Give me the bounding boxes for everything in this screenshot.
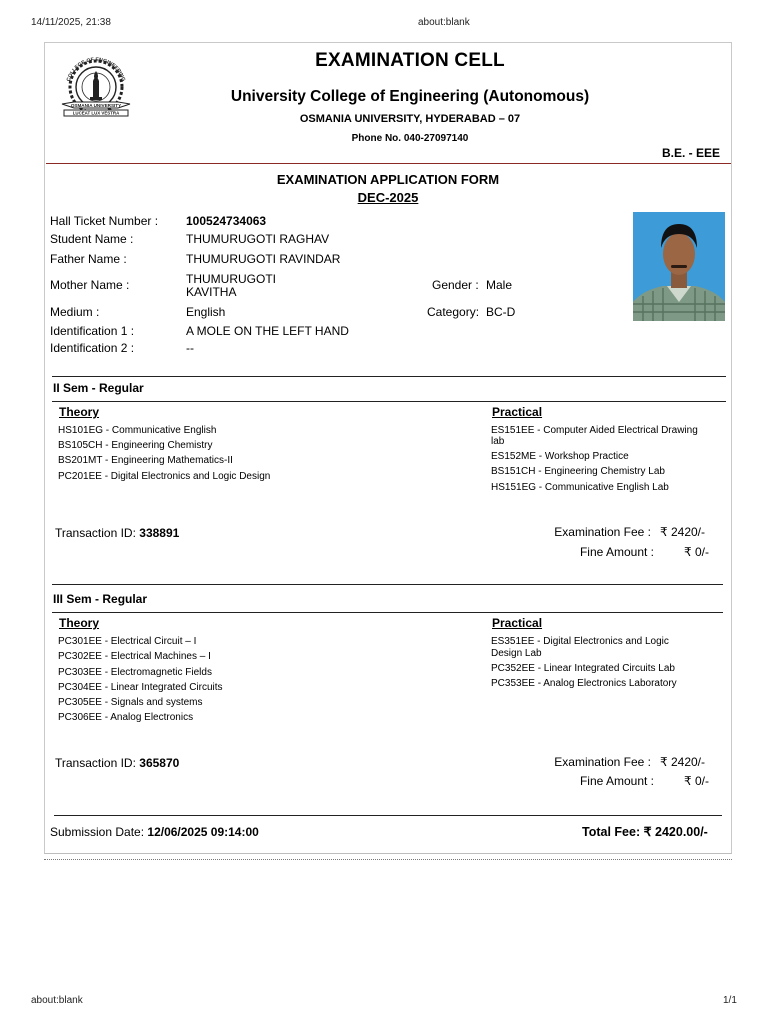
sem2-practical-course: ES151EE - Computer Aided Electrical Drawing xyxy=(491,425,698,436)
sem2-fine-amount: ₹ 0/- xyxy=(684,545,709,559)
sem3-transaction-label: Transaction ID: xyxy=(55,756,136,770)
sem3-theory-course: PC303EE - Electromagnetic Fields xyxy=(58,667,212,678)
print-footer-url: about:blank xyxy=(31,995,83,1006)
college-name: University College of Engineering (Autonomous) xyxy=(230,88,590,105)
sem3-practical-course: PC352EE - Linear Integrated Circuits Lab xyxy=(491,663,675,674)
total-fee-label: Total Fee: xyxy=(582,825,641,839)
sem3-top-rule xyxy=(52,584,723,585)
sem2-transaction-id: 338891 xyxy=(139,526,180,540)
sem2-practical-course-cont: lab xyxy=(491,436,505,447)
sem2-theory-course: PC201EE - Digital Electronics and Logic Design xyxy=(58,471,271,482)
category-value: BC-D xyxy=(486,305,516,319)
medium-value: English xyxy=(186,305,226,319)
father-name: THUMURUGOTI RAVINDAR xyxy=(186,252,341,266)
footer-rule xyxy=(54,815,722,816)
sem2-theory-course: HS101EG - Communicative English xyxy=(58,425,217,436)
identification-2-label: Identification 2 : xyxy=(50,341,135,355)
print-page-title: about:blank xyxy=(418,17,470,28)
student-photo xyxy=(633,212,725,321)
total-fee: ₹ 2420.00/- xyxy=(643,825,708,839)
sem3-transaction-id: 365870 xyxy=(139,756,180,770)
sem3-fine-amount: ₹ 0/- xyxy=(684,774,709,788)
sem2-fine-label: Fine Amount : xyxy=(579,545,654,559)
student-name: THUMURUGOTI RAGHAV xyxy=(186,232,330,246)
form-title: EXAMINATION APPLICATION FORM xyxy=(276,172,500,187)
submission-date-row xyxy=(50,825,259,839)
logo-top-text: COLLEGE OF ENGINEERING xyxy=(65,56,127,83)
sem2-title: II Sem - Regular xyxy=(53,381,144,395)
examination-cell-title: EXAMINATION CELL xyxy=(315,50,505,71)
category-label: Category: xyxy=(427,305,480,319)
page-end-dotted-line xyxy=(44,859,732,860)
sem3-theory-course: PC305EE - Signals and systems xyxy=(58,697,203,708)
sem3-title: III Sem - Regular xyxy=(53,592,148,606)
hall-ticket-label: Hall Ticket Number : xyxy=(50,214,159,228)
header-divider xyxy=(46,163,731,164)
gender-value: Male xyxy=(486,278,513,292)
print-datetime: 14/11/2025, 21:38 xyxy=(31,17,111,28)
sem2-practical-course: HS151EG - Communicative English Lab xyxy=(491,482,669,493)
logo-bottom-text: OSMANIA UNIVERSITY xyxy=(70,103,122,108)
sem3-practical-course-cont: Design Lab xyxy=(491,648,542,659)
sem2-exam-fee: ₹ 2420/- xyxy=(660,525,705,539)
medium-label: Medium : xyxy=(50,305,100,319)
identification-1-value: A MOLE ON THE LEFT HAND xyxy=(186,324,349,338)
sem2-theory-course: BS201MT - Engineering Mathematics-II xyxy=(58,455,233,466)
university-address: OSMANIA UNIVERSITY, HYDERABAD – 07 xyxy=(299,113,521,125)
sem2-theory-course: BS105CH - Engineering Chemistry xyxy=(58,440,213,451)
sem3-transaction xyxy=(55,756,179,770)
print-page-number: 1/1 xyxy=(723,995,737,1006)
phone-number: Phone No. 040-27097140 xyxy=(351,133,469,144)
branch-label: B.E. - EEE xyxy=(661,146,720,160)
sem3-practical-course: ES351EE - Digital Electronics and Logic xyxy=(491,636,669,647)
sem3-theory-heading: Theory xyxy=(59,616,100,630)
sem3-theory-course: PC302EE - Electrical Machines – I xyxy=(58,651,211,662)
identification-2-value: -- xyxy=(186,341,194,355)
sem2-practical-course: ES152ME - Workshop Practice xyxy=(491,451,629,462)
hall-ticket-number: 100524734063 xyxy=(186,214,267,228)
sem3-exam-fee-label: Examination Fee : xyxy=(554,755,651,769)
sem3-practical-heading: Practical xyxy=(492,616,543,630)
total-fee-row xyxy=(582,824,708,839)
sem2-practical-course: BS151CH - Engineering Chemistry Lab xyxy=(491,466,665,477)
sem2-practical-heading: Practical xyxy=(492,405,543,419)
form-session: DEC-2025 xyxy=(357,190,419,205)
sem2-title-rule xyxy=(52,401,726,402)
sem2-transaction-label: Transaction ID: xyxy=(55,526,136,540)
sem3-practical-course: PC353EE - Analog Electronics Laboratory xyxy=(491,678,677,689)
mother-name-line2: KAVITHA xyxy=(186,285,237,299)
sem3-title-rule xyxy=(52,612,723,613)
submission-date: 12/06/2025 09:14:00 xyxy=(147,825,259,839)
sem2-top-rule xyxy=(52,376,726,377)
father-name-label: Father Name : xyxy=(50,252,127,266)
sem2-transaction xyxy=(55,526,179,540)
logo-motto: LUCEAT LUX VESTRA xyxy=(72,110,120,116)
submission-date-label: Submission Date: xyxy=(50,825,145,839)
mother-name-line1: THUMURUGOTI xyxy=(186,272,276,286)
sem3-exam-fee: ₹ 2420/- xyxy=(660,755,705,769)
gender-label: Gender : xyxy=(432,278,479,292)
mother-name-label: Mother Name : xyxy=(50,278,130,292)
sem3-fine-label: Fine Amount : xyxy=(579,774,654,788)
sem2-theory-heading: Theory xyxy=(59,405,100,419)
sem3-theory-course: PC306EE - Analog Electronics xyxy=(58,712,194,723)
student-name-label: Student Name : xyxy=(50,232,134,246)
identification-1-label: Identification 1 : xyxy=(50,324,135,338)
sem2-exam-fee-label: Examination Fee : xyxy=(554,525,651,539)
sem3-theory-course: PC304EE - Linear Integrated Circuits xyxy=(58,682,223,693)
sem3-theory-course: PC301EE - Electrical Circuit – I xyxy=(58,636,197,647)
